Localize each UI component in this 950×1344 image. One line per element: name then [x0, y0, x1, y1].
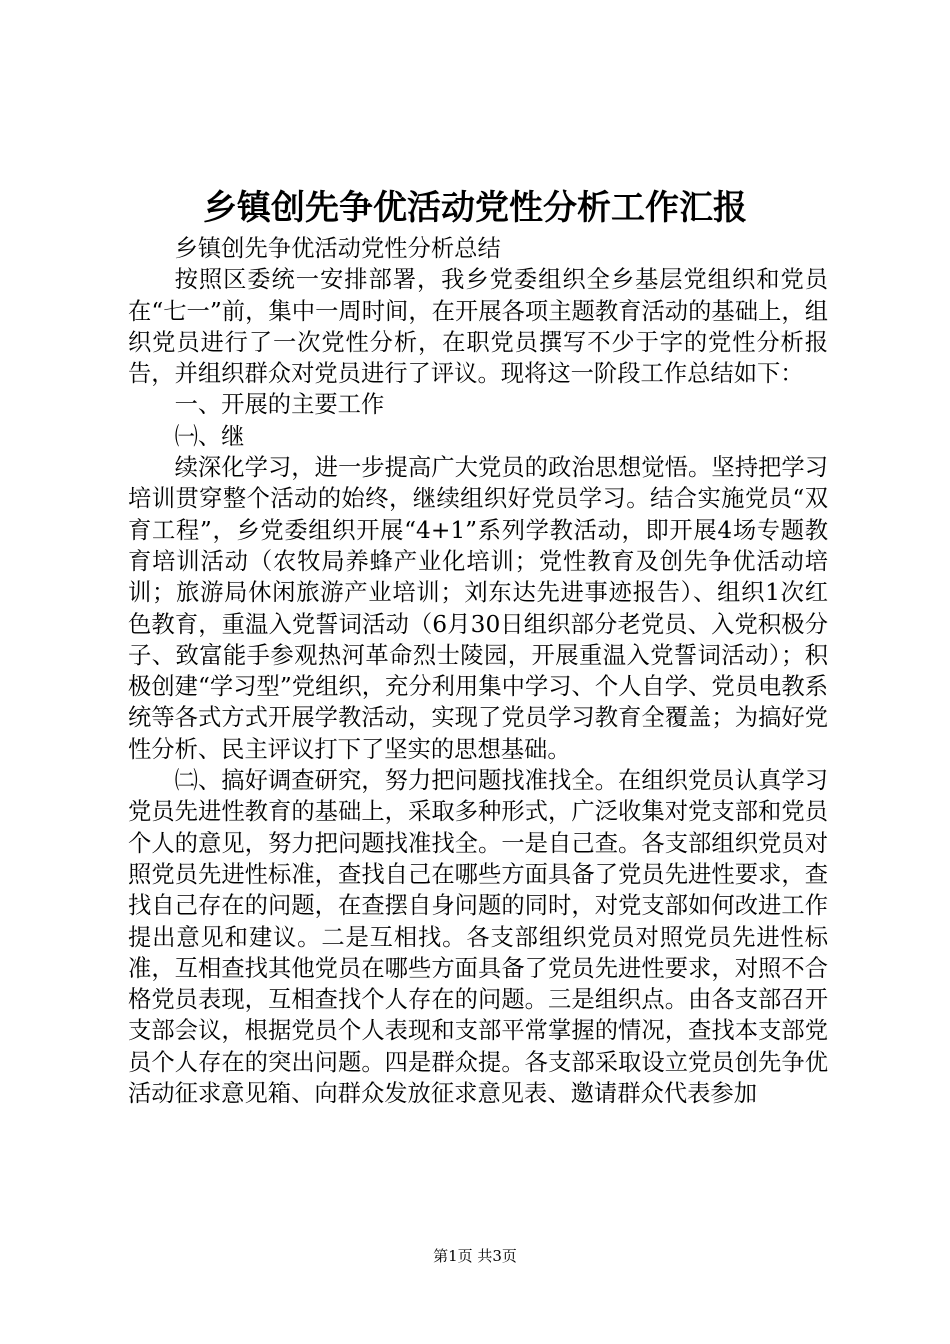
paragraph-research: ㈡、搞好调查研究，努力把问题找准找全。在组织党员认真学习党员先进性教育的基础上，采取多种形式，广泛收集对党支部和党员个人的意见，努力把问题找准找全。一是自己查。各支部组织党员对照党员先进性标准，查找自己在哪些方面具备了党员先进性要求，查找自己存在的问题，在查摆自身问题的同时，对党支部如何改进工作提出意见和建议。二是互相找。各支部组织党员对照党员先进性标准，互相查找其他党员在哪些方面具备了党员先进性要求，对照不合格党员表现，互相查找个人存在的问题。三是组织点。由各支部召开支部会议，根据党员个人表现和支部平常掌握的情况，查找本支部党员个人存在的突出问题。四是群众提。各支部采取设立党员创先争优活动征求意见箱、向群众发放征求意见表、邀请群众代表参加 — [128, 767, 828, 1108]
paragraph-subtitle: 乡镇创先争优活动党性分析总结 — [174, 235, 501, 262]
section-heading: 一、开展的主要工作 — [174, 391, 385, 419]
page-footer: 第1页 共3页 — [433, 1247, 517, 1265]
paragraph-intro: 按照区委统一安排部署，我乡党委组织全乡基层党组织和党员在“七一”前，集中一周时间，在开展各项主题教育活动的基础上，组织党员进行了一次党性分析，在职党员撰写不少于字的党性分析报告，并组织群众对党员进行了评议。现将这一阶段工作总结如下： — [128, 266, 828, 388]
paragraph-study: 续深化学习，进一步提高广大党员的政治思想觉悟。坚持把学习培训贯穿整个活动的始终，继续组织好党员学习。结合实施党员“双育工程”，乡党委组织开展“4+1”系列学教活动，即开展4场专题教育培训活动（农牧局养蜂产业化培训；党性教育及创先争优活动培训；旅游局休闲旅游产业培训；刘东达先进事迹报告）、组织1次红色教育，重温入党誓词活动（6月30日组织部分老党员、入党积极分子、致富能手参观热河革命烈士陵园，开展重温入党誓词活动）；积极创建“学习型”党组织，充分利用集中学习、个人自学、党员电教系统等各式方式开展学教活动，实现了党员学习教育全覆盖；为搞好党性分析、民主评议打下了坚实的思想基础。 — [128, 454, 828, 763]
subsection-heading: ㈠、继 — [174, 422, 245, 450]
document-body — [128, 233, 828, 1109]
document-title: 乡镇创先争优活动党性分析工作汇报 — [203, 188, 747, 228]
